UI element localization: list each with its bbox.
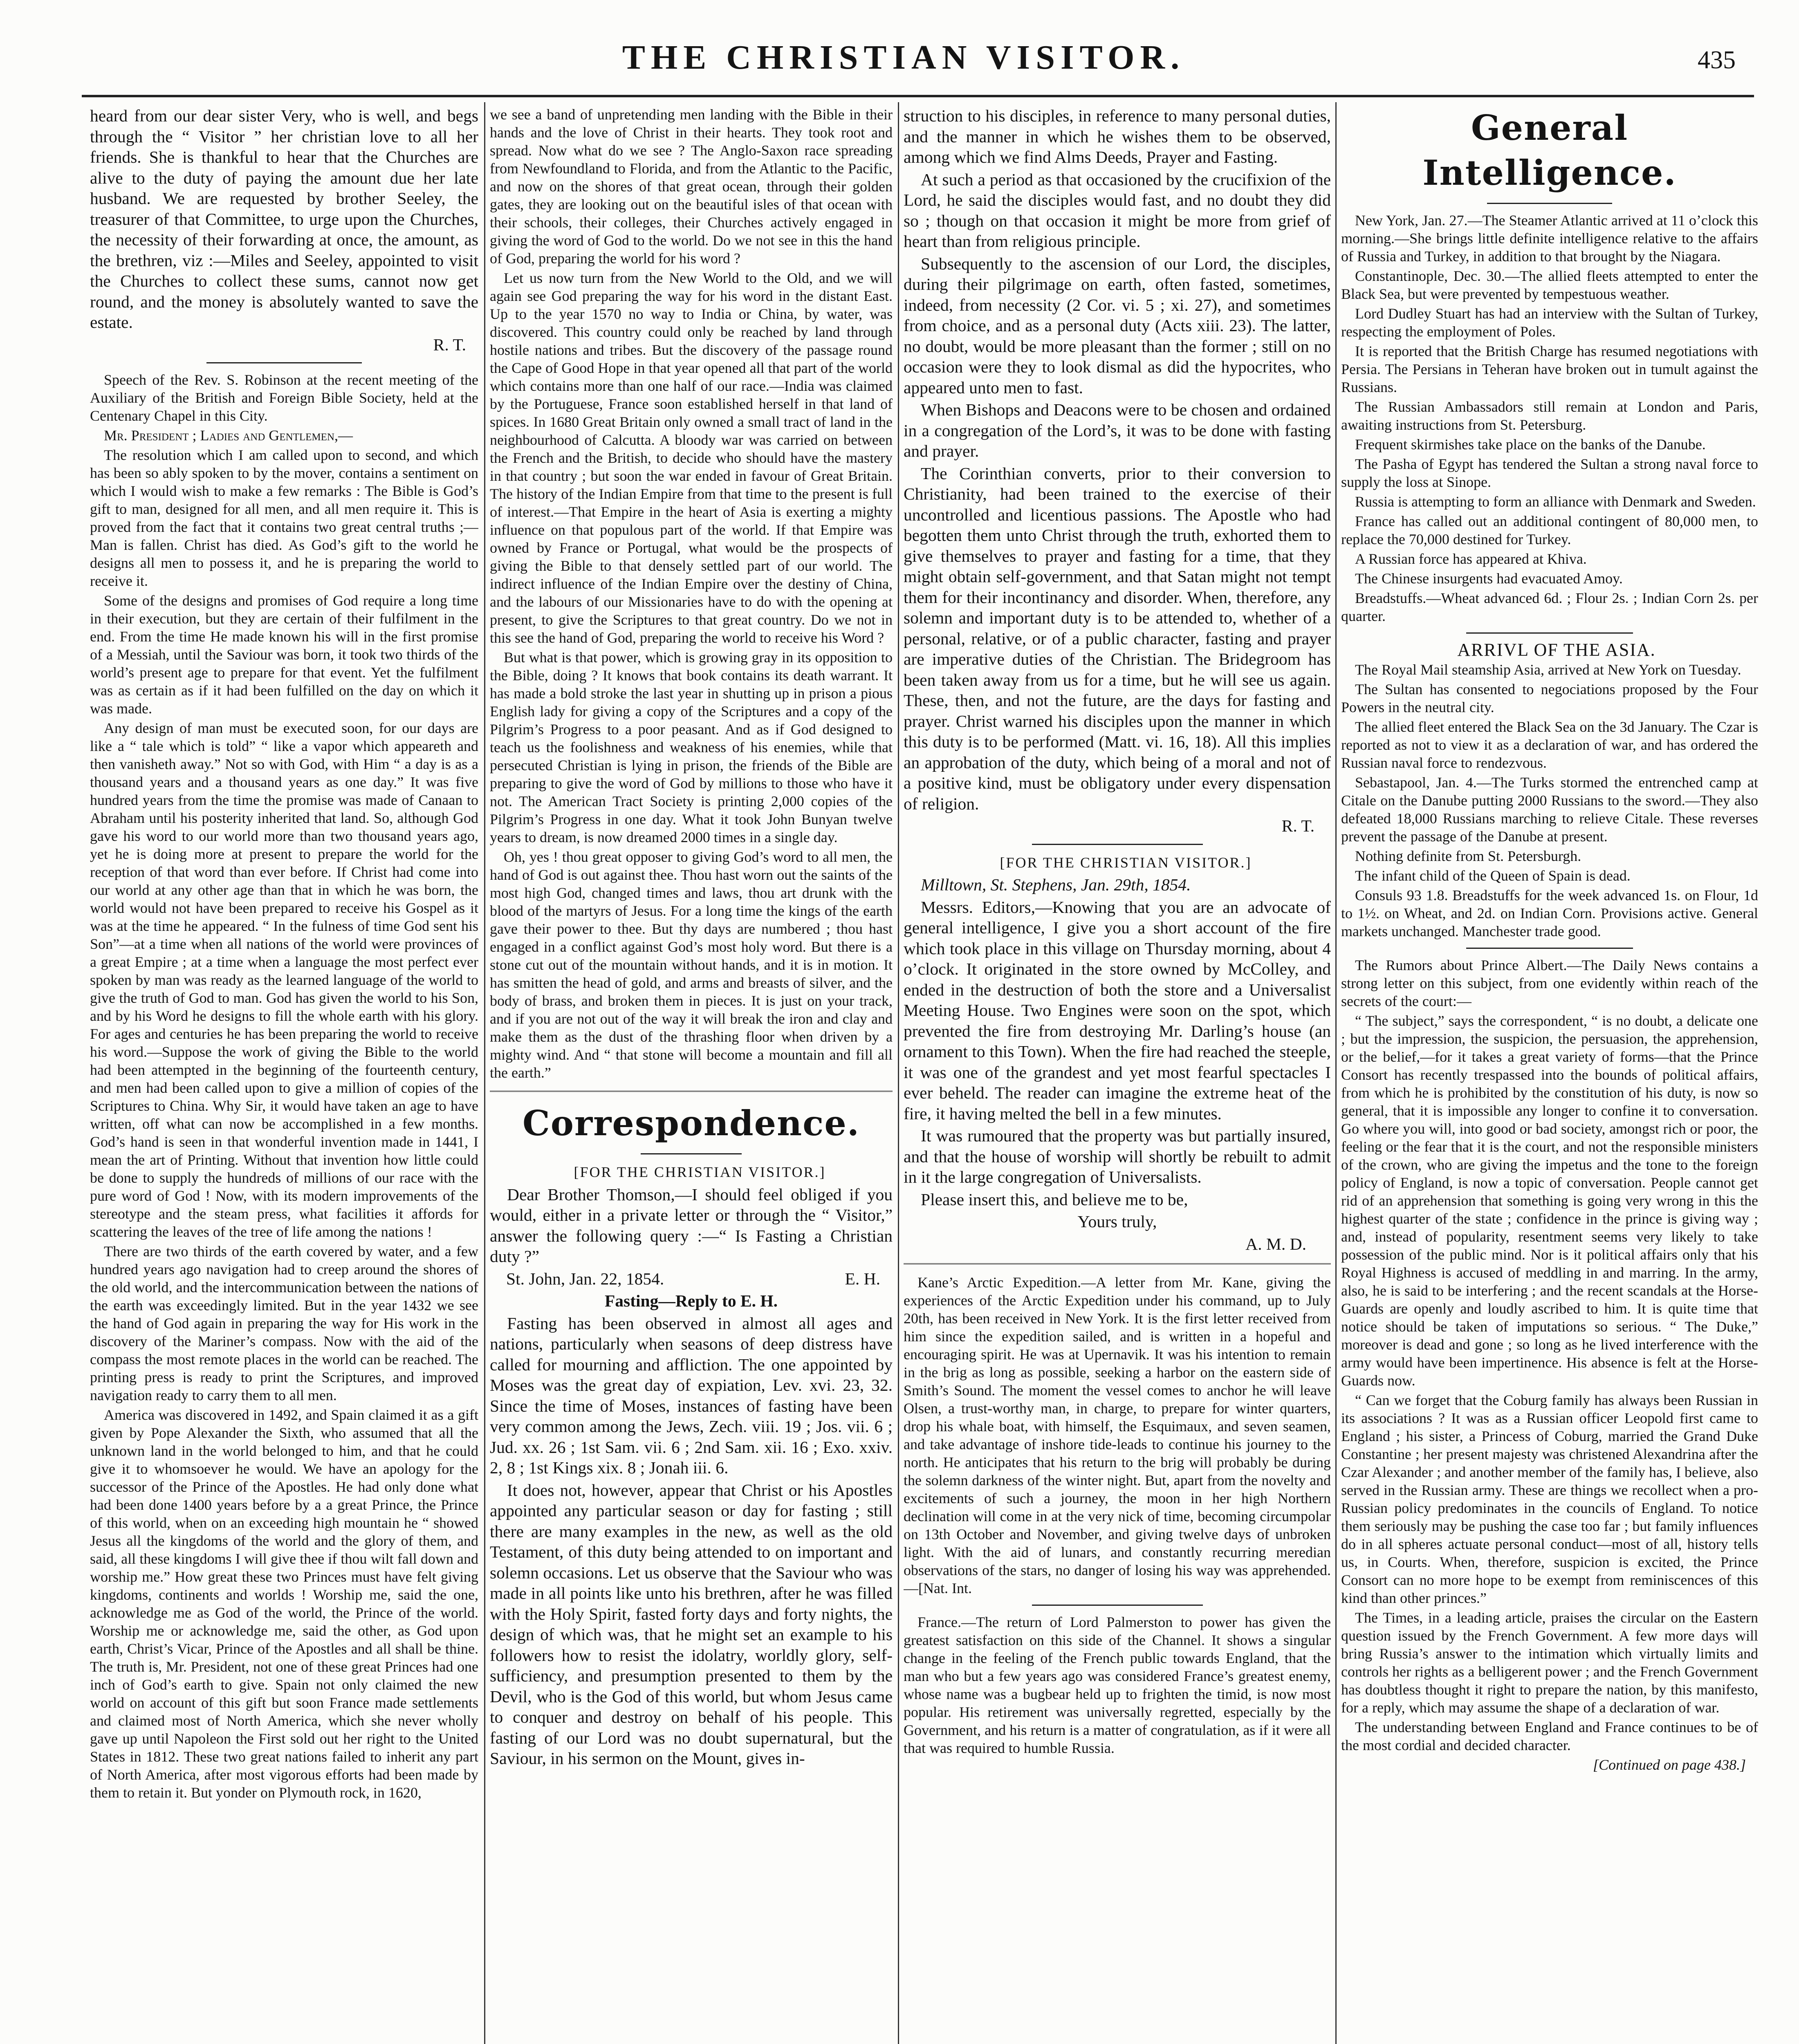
paragraph: we see a band of unpretending men landing with the Bible in their hands and the love of Christ in their hearts. They took root and spread. Now what do we see ? The Anglo-Saxon race spreading from Newfoundland to Florida, and from the Atlantic to the Pacific, and now on the shores of that great ocean, through their golden gates, they are looking out on the beautiful isles of that ocean with their schools, their colleges, their Churches actively engaged in giving the word of God to the world. Do we not see in this the hand of God, preparing the world for his word ?: [490, 106, 893, 267]
news-item: The Sultan has consented to negociations proposed by the Four Powers in the neutral city.: [1341, 681, 1758, 715]
divider: [1466, 948, 1633, 949]
news-item: The Pasha of Egypt has tendered the Sultan a strong naval force to supply the loss at Sinope.: [1341, 456, 1758, 490]
signature: A. M. D.: [1245, 1234, 1306, 1253]
news-item: Breadstuffs.—Wheat advanced 6d. ; Flour 2s. ; Indian Corn 2s. per quarter.: [1341, 590, 1758, 624]
news-item: Nothing definite from St. Petersburgh.: [1355, 848, 1581, 864]
column-divider: [1335, 102, 1337, 2044]
divider: [490, 1091, 893, 1092]
news-item: The Rumors about Prince Albert.—The Daily News contains a strong letter on this subject, from one evidently within reach of the secrets of the court:—: [1341, 957, 1758, 1009]
paragraph: Please insert this, and believe me to be,: [921, 1190, 1188, 1209]
dateline: Milltown, St. Stephens, Jan. 29th, 1854.: [921, 875, 1191, 894]
paragraph: America was discovered in 1492, and Spain claimed it as a gift given by Pope Alexander the Sixth, who assumed that all the unknown land in the world belonged to him, and that he could give it to whomsoever he would. We have an apology for the successor of the Prince of the Apostles. He had only done what had been done 1400 years before by a a great Prince, the Prince of this world, when on an exceeding high mountain he “ showed Jesus all the kingdoms of the world and the glory of them, and said, all these kingdoms I will give thee if thou wilt fall down and worship me.” How great these two Princes must have felt giving kingdoms, continents and worlds ! Worship me, said the one, acknowledge me as God of the world, the Prince of the world. Worship me or acknowledge me, said the other, as God upon earth, Christ’s Vicar, Prince of the Apostles and all shall be thine. The truth is, Mr. President, not one of these great Princes had one inch of God’s earth to give. Spain not only claimed the new world on account of this gift but soon France made settlements and claimed most of North America, which she never wholly gave up until Napoleon the First sold out her right to the United States in 1812. These two great nations failed to inherit any part of North America, after most vigorous efforts had been made by them to retain it. But yonder on Plymouth rock, in 1620,: [90, 1407, 478, 1801]
source-note: [FOR THE CHRISTIAN VISITOR.]: [574, 1164, 826, 1180]
letter-text: Dear Brother Thomson,—I should feel obliged if you would, either in a private letter or through the “ Visitor,” answer the following query :—“ Is Fasting a Christian duty ?”: [490, 1185, 893, 1266]
column-divider: [898, 102, 899, 2044]
divider: [1466, 632, 1633, 634]
paragraph: The Corinthian converts, prior to their conversion to Christianity, had been trained to the exercise of their uncontrolled and licentious passions. The Apostle who had begotten them unto Christ through the truth, exhorted them to give themselves to prayer and fasting for a time, that they might obtain self-government, and that Satan might not tempt them for their incontinancy and disorder. When, therefore, any solemn and important duty is to be attended to, whether of a personal, relative, or of a public character, fasting and prayer are imperative duties of the Christian. The Bridegroom has been taken away from us for a time, but he will see us again. These, then, and not the future, are the days for fasting and prayer. Christ warned his disciples upon the manner in which this duty is to be performed (Matt. vi. 16, 18). All this implies an approbation of the duty, which being of a moral and not of a positive kind, must be obligatory under every dispensation of religion.: [904, 464, 1331, 813]
address-line: Mr. President ; Ladies and Gentlemen,—: [104, 427, 353, 444]
letter-place-date: [490, 1269, 893, 1289]
news-item: New York, Jan. 27.—The Steamer Atlantic arrived at 11 o’clock this morning.—She brings little definite intelligence relative to the affairs of Russia and Turkey, in addition to that brought by the Niagara.: [1341, 212, 1758, 264]
paragraph: At such a period as that occasioned by the crucifixion of the Lord, he said the disciples would fast, and no doubt they did so ; though on that occasion it might be more from grief of heart than from religious principle.: [904, 170, 1331, 251]
paragraph: heard from our dear sister Very, who is well, and begs through the “ Visitor ” her christian love to all her friends. She is thankful to hear that the Churches are alive to the duty of paying the amount due her late husband. We are requested by brother Seeley, the treasurer of that Committee, to urge upon the Churches, the necessity of their forwarding at once, the amount, as the brethren, viz :—Miles and Seeley, appointed to visit the Churches to collect these sums, cannot now get round, and the money is absolutely wanted to save the estate.: [90, 106, 478, 332]
news-item: Frequent skirmishes take place on the banks of the Danube.: [1355, 436, 1706, 453]
news-item: The infant child of the Queen of Spain is dead.: [1355, 867, 1631, 884]
speech-intro: Speech of the Rev. S. Robinson at the recent meeting of the Auxiliary of the British and Foreign Bible Society, held at the Centenary Chapel in this City.: [90, 372, 478, 424]
page-number: 435: [1698, 46, 1736, 74]
news-item: The Chinese insurgents had evacuated Amoy.: [1355, 570, 1623, 587]
column-divider: [484, 102, 485, 2044]
news-item: Sebastapool, Jan. 4.—The Turks stormed the entrenched camp at Citale on the Danube putting 2000 Russians to the sword.—They also defeated 18,000 Russians marching to relieve Citale. These reverses prevent the passage of the Danube at present.: [1341, 774, 1758, 845]
divider: [1032, 844, 1203, 845]
news-item: The Royal Mail steamship Asia, arrived at New York on Tuesday.: [1355, 661, 1741, 678]
news-item-france: France.—The return of Lord Palmerston to power has given the greatest satisfaction on this side of the Channel. It shows a singular change in the feeling of the French public towards England, that the man who but a few years ago was considered France’s greatest enemy, whose name was a bugbear held up to frighten the timid, is now most popular. His retirement was universally regretted, especially by the Government, and his return is a matter of congratulation, as if it were all that was required to humble Russia.: [904, 1614, 1331, 1756]
news-item: “ Can we forget that the Coburg family has always been Russian in its associations ? It was as a Russian officer Leopold first came to England ; his sister, a Princess of Coburg, married the Grand Duke Constantine ; her present majesty was christened Alexandrina after the Czar Alexander ; and another member of the family has, I believe, also served in the Russian army. These are things we recollect when a pro-Russian policy predominates in the councils of England. To notice them seriously may be pushing the case too far ; but family influences do in all spheres actuate personal conduct—most of all, history tells us, in Courts. When, therefore, suspicion is excited, the Prince Consort can no more hope to be exempt from reminiscences of this kind than other princes.”: [1341, 1392, 1758, 1606]
header-rule: [82, 95, 1754, 97]
paragraph: There are two thirds of the earth covered by water, and a few hundred years ago navigation had to creep around the shores of the old world, and the intercommunication between the nations of the earth was exceedingly limited. But in the year 1432 we see the hand of God again in preparing the way for His work in the discovery of the Mariner’s compass. Now with the aid of the compass the most remote places in the world can be reached. The printing press is ready to print the Scriptures, and improved navigation ready to carry them to all men.: [90, 1243, 478, 1403]
news-item: Lord Dudley Stuart has had an interview with the Sultan of Turkey, respecting the employment of Poles.: [1341, 305, 1758, 340]
place-date: St. John, Jan. 22, 1854.: [506, 1269, 664, 1288]
signature: R. T.: [433, 335, 466, 354]
news-item: It is reported that the British Charge has resumed negotiations with Persia. The Persians in Teheran have broken out in tumult against the Russians.: [1341, 343, 1758, 395]
section-heading-general-intelligence: General Intelligence.: [1422, 108, 1677, 193]
divider: [1487, 203, 1612, 204]
news-item: The allied fleet entered the Black Sea on the 3d January. The Czar is reported as not to view it as a declaration of war, and has ordered the Russian naval force to rendezvous.: [1341, 719, 1758, 771]
news-item: “ The subject,” says the correspondent, “ is no doubt, a delicate one ; but the impression, the suspicion, the persuasion, the apprehension, or the belief,—for it takes a great variety of forms—that the Prince Consort has recently trespassed into the bounds of political affairs, from which he is prohibited by the constitution of his duty, is now so general, that it is impossible any longer to confine it to conversation. Go where you will, into good or bad society, amongst rich or poor, the feeling or the fear that it is the court, and not the responsible ministers of the crown, who are giving the impetus and the tone to the foreign policy of England, is now a topic of conversation. People cannot get rid of an apprehension that something is going very wrong in this the highest quarter of the state ; confidence in the prince is giving way ; and, instead of popularity, resentment seems very likely to take possession of the public mind. Nor is it political affairs only that his Royal Highness is accused of meddling in and marring. In the army, also, he is said to be interfering ; and the recent scandals at the Horse-Guards are openly and loudly ascribed to him. It is quite time that notice should be taken of imputations so serious. “ The Duke,” moreover is dead and gone ; so long as he lived interference with the army would have been impertinence. His absence is felt at the Horse-Guards now.: [1341, 1013, 1758, 1389]
paragraph: Any design of man must be executed soon, for our days are like a “ tale which is told” “ like a vapor which appeareth and then vanisheth away.” Not so with God, with Him “ a day is as a thousand years and a thousand years as one day.” It was five hundred years from the time the promise was made of Canaan to Abraham until his posterity inherited that land. So, although God gave his word to our world more than two thousand years ago, yet he is doing more at present to prepare the world for the reception of that word than ever before. If Christ had come into our world at any other age than that in which he was born, the world would not have been prepared to receive his Gospel as it was at the time he appeared. “ In the fulness of time God sent his Son”—at a time when all nations of the world were provinces of a great Empire ; at a time when a language the most perfect ever spoken by man was ready as the learned language of the world to give the truth of God to man. God has given the world to his Son, and by his Word he designs to fill the whole earth with his glory. For ages and centuries he has been preparing the world to receive his word.—Suppose the work of giving the Bible to the world had been attempted in the beginning of the fourteenth century, and men had been called upon to give a million of copies of the Scriptures to China. Why Sir, it would have taken an age to have written, off what can now be accomplished in a few months. God’s hand is seen in that wonderful invention made in 1441, I mean the art of Printing. Without that invention how little could be done to supply the hundreds of millions of our race with the pure word of God ! Now, with its modern improvements of the stereotype and the steam press, what facilities it affords for scattering the leaves of the tree of life among the nations !: [90, 720, 478, 1240]
signature: R. T.: [1281, 816, 1314, 835]
news-item: A Russian force has appeared at Khiva.: [1355, 551, 1587, 567]
initials: E. H.: [845, 1269, 880, 1288]
paragraph: But what is that power, which is growing gray in its opposition to the Bible, doing ? It knows that book contains its death warrant. It has made a bold stroke the last year in shutting up in prison a pious English lady for giving a copy of the Scriptures and a copy of the Pilgrim’s Progress to a poor peasant. And as if God designed to teach us the foolishness and weakness of his enemies, while that persecuted Christian is lying in prison, the friends of the Bible are preparing to give the word of God by millions to those who have it not. The American Tract Society is printing 2,000 copies of the Pilgrim’s Progress in one day. What it took John Bunyan twelve years to dream, is now dreamed 2000 times in a single day.: [490, 649, 893, 845]
news-item: Constantinople, Dec. 30.—The allied fleets attempted to enter the Black Sea, but were prevented by tempestuous weather.: [1341, 268, 1758, 302]
paragraph: Messrs. Editors,—Knowing that you are an advocate of general intelligence, I give you a short account of the fire which took place in this village on Thursday morning, about 4 o’clock. It originated in the store owned by McColley, and ended in the destruction of both the store and a Universalist Meeting House. Two Engines were soon on the spot, which prevented the fire from destroying Mr. Darling’s house (an ornament to this Town). When the fire had reached the steeple, it was one of the grandest and yet most fearful spectacles I ever beheld. The reader can imagine the extreme heat of the fire, it having melted the bell in a few minutes.: [904, 897, 1331, 1123]
source-note: [FOR THE CHRISTIAN VISITOR.]: [1000, 854, 1252, 871]
news-item: The Russian Ambassadors still remain at London and Paris, awaiting instructions from St. Petersburg.: [1341, 399, 1758, 433]
news-item: The Times, in a leading article, praises the circular on the Eastern question issued by the French Government. A few more days will bring Russia’s answer to the intimation which virtually limits and controls her rights as a belligerent power ; and the French Government has doubtless thought it right to prepare the nation, by this manifesto, for a reply, which may assume the shape of a declaration of war.: [1341, 1609, 1758, 1716]
column-4: [1341, 105, 1758, 2044]
paragraph: Let us now turn from the New World to the Old, and we will again see God preparing the way for his word in the distant East. Up to the year 1570 no way to India or China, by water, was discovered. This country could only be reached by land through hostile nations and tribes. But the discovery of the passage round the Cape of Good Hope in that year opened all that part of the world which contains more than one half of our race.—India was claimed by the Portuguese, France soon established herself in that land of spices. In 1680 Great Britain only owned a small tract of land in the neighbourhood of Calcutta. A bloody war was carried on between the French and the British, to decide who should have the mastery in that country ; but soon the war ended in favour of Great Britain. The history of the Indian Empire from that time to the present is full of interest.—That Empire in the heart of Asia is exerting a mighty influence on that populous part of the world. If that Empire was owned by France or Portugal, what would be the prospects of giving the Bible to that densely settled part of our world. The indirect influence of the Indian Empire over the destiny of China, and the labours of our Missionaries have to do with the opening at present, to give the Scriptures to that great country. Do we not in this see the hand of God, preparing the world to receive his Word ?: [490, 270, 893, 646]
paragraph: struction to his disciples, in reference to many personal duties, and the manner in which he wishes them to be observed, among which we find Alms Deeds, Prayer and Fasting.: [904, 106, 1331, 166]
closing: Yours truly,: [1077, 1212, 1157, 1231]
news-item: The understanding between England and France continues to be of the most cordial and decided character.: [1341, 1719, 1758, 1753]
column-2: [490, 105, 893, 2044]
news-item: Russia is attempting to form an alliance with Denmark and Sweden.: [1355, 493, 1756, 510]
paragraph: It was rumoured that the property was but partially insured, and that the house of worship will shortly be rebuilt to admit in it the large congregation of Universalists.: [904, 1126, 1331, 1186]
column-1: [90, 105, 478, 2044]
news-item: France has called out an additional contingent of 80,000 men, to replace the 70,000 destined for Turkey.: [1341, 513, 1758, 547]
paragraph: Subsequently to the ascension of our Lord, the disciples, during their pilgrimage on earth, often fasted, sometimes, indeed, from necessity (2 Cor. vi. 5 ; xi. 27), and sometimes from choice, and as a personal duty (Acts xiii. 23). The latter, no doubt, would be more pleasant than the former ; still on no occasion were they to look dismal as did the hypocrites, who appeared unto men to fast.: [904, 254, 1331, 397]
column-3: [904, 105, 1331, 2044]
paragraph: When Bishops and Deacons were to be chosen and ordained in a congregation of the Lord’s, it was to be done with fasting and prayer.: [904, 400, 1331, 460]
article-title: Fasting—Reply to E. H.: [604, 1291, 778, 1310]
paragraph: Oh, yes ! thou great opposer to giving God’s word to all men, the hand of God is out against thee. Thou hast worn out the saints of the most high God, changed times and laws, thou art drunk with the blood of the martyrs of Jesus. For a long time the kings of the earth gave their power to thee. But thy days are numbered ; thou hast engaged in a conflict against God’s most holy word. But there is a stone cut out of the mountain without hands, and it is in motion. It has smitten the head of gold, and arms and breasts of silver, and the body of brass, and broken them in pieces. It is just on your track, and if you are not out of the way it will break the iron and clay and make them as the dust of the thrashing floor when driven by a mighty wind. And “ that stone will become a mountain and fill all the earth.”: [490, 849, 893, 1081]
paragraph: Some of the designs and promises of God require a long time in their execution, but they are certain of their fulfilment in the end. From the time He made known his will in the first promise of a Messiah, until the Saviour was born, it took two thirds of the world’s present age to prepare for that event. Yet the fulfilment was as certain as if it had been fulfilled on the day on which it was made.: [90, 592, 478, 717]
paragraph: It does not, however, appear that Christ or his Apostles appointed any particular season or day for fasting ; still there are many examples in the new, as well as the old Testament, of this duty being attended to on important and solemn occasions. Let us observe that the Saviour who was made in all points like unto his brethren, after he was filled with the Holy Spirit, fasted forty days and forty nights, the design of which was, that he might set an example to his followers how to resist the idolatry, worldly glory, self-sufficiency, and presumption presented to them by the Devil, who is the God of this world, but whom Jesus came to conquer and destroy on behalf of his people. This fasting of our Lord was no doubt supernatural, but the Saviour, in his sermon on the Mount, gives in-: [490, 1480, 893, 1768]
continued-note: [Continued on page 438.]: [1593, 1757, 1746, 1773]
paragraph: Fasting has been observed in almost all ages and nations, particularly when seasons of deep distress have called for mourning and affliction. The one appointed by Moses was the great day of expiation, Lev. xvi. 23, 32. Since the time of Moses, instances of fasting have been very common among the Jews, Zech. viii. 19 ; Jos. vii. 6 ; Jud. xx. 26 ; 1st Sam. vii. 6 ; 2nd Sam. xii. 16 ; Exo. xxiv. 2, 8 ; 1st Kings xix. 8 ; Jonah iii. 6.: [490, 1313, 893, 1477]
section-heading-correspondence: Correspondence.: [522, 1103, 860, 1143]
masthead-title: THE CHRISTIAN VISITOR.: [622, 38, 1185, 76]
article-title: ARRIVL OF THE ASIA.: [1457, 640, 1656, 660]
news-item: Consuls 93 1.8. Breadstuffs for the week advanced 1s. on Flour, 1d to 1½. on Wheat, and 2d. on Indian Corn. Provisions active. General markets unchanged. Manchester trade good.: [1341, 887, 1758, 939]
divider: [641, 1153, 741, 1154]
divider: [1032, 1605, 1203, 1606]
divider: [206, 362, 362, 363]
divider: [904, 1263, 1331, 1264]
paragraph: The resolution which I am called upon to second, and which has been so ably spoken to by the mover, contains a sentiment on which I would wish to make a few remarks : The Bible is God’s gift to man, designed for all men, and all men require it. This is proved from the fact that it contains two great central truths ;—Man is fallen. Christ has died. As God’s gift to the world he designs all men to possess it, and he is preparing the world to receive it.: [90, 447, 478, 589]
news-item-kane: Kane’s Arctic Expedition.—A letter from Mr. Kane, giving the experiences of the Arctic Expedition under his command, up to July 20th, has been received in New York. It is the first letter received from him since the expedition sailed, and is written in a hopeful and encouraging spirit. He was at Upernavik. It was his intention to remain in the brig as long as possible, seeking a harbor on the eastern side of Smith’s Sound. The moment the vessel comes to anchor he will leave Olsen, a trust-worthy man, in charge, to prepare for winter quarters, drop his whale boat, with himself, the Esquimaux, and seven seamen, and take advantage of inshore tide-leads to continue his journey to the north. He anticipates that his return to the brig will probably be during the solemn darkness of the winter night. But, apart from the novelty and excitements of such a journey, the moon in her high Northern declination will come in at the very nick of time, becoming circumpolar on 13th October and November, and giving twelve days of unbroken light. With the aid of lunars, and constantly recurring meredian observations of the stars, no danger of losing his way was apprehended.—[Nat. Int.: [904, 1274, 1331, 1596]
